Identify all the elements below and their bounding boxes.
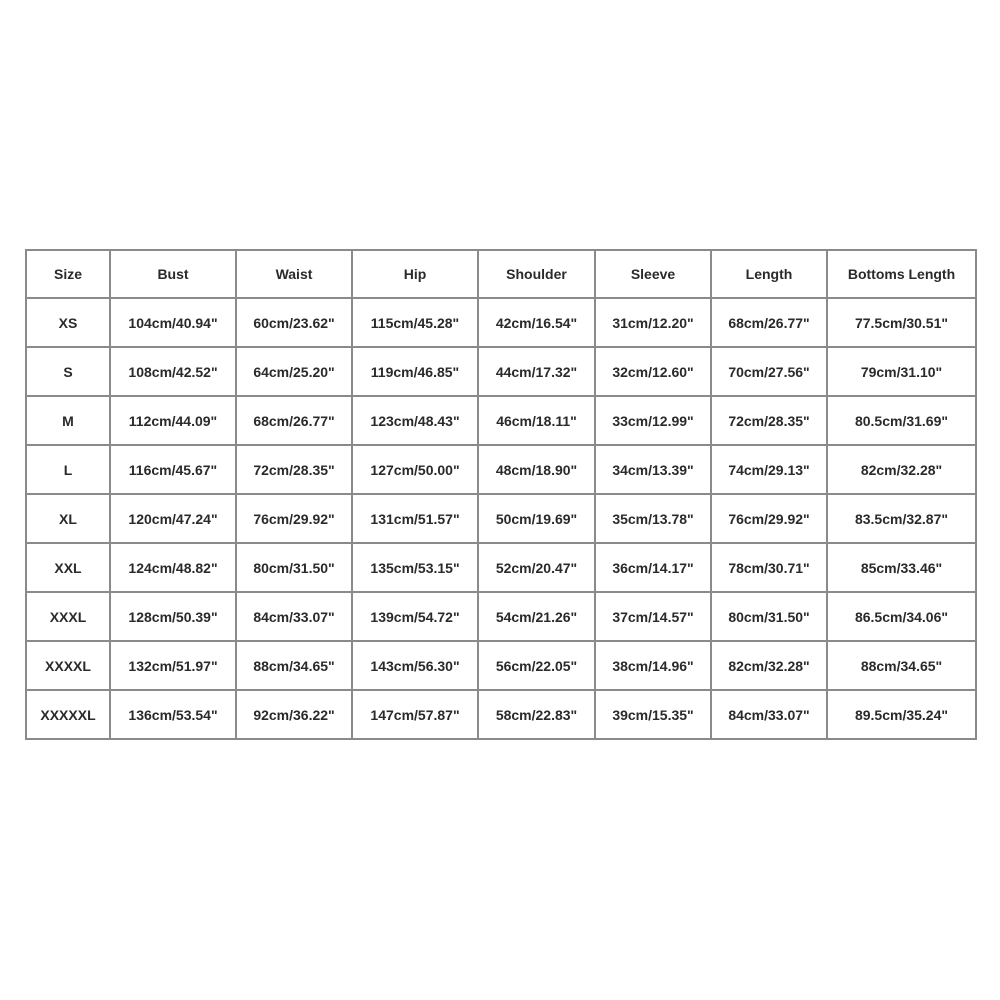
size-cell: XS <box>26 298 110 347</box>
waist-cell: 92cm/36.22" <box>236 690 352 739</box>
sleeve-cell: 39cm/15.35" <box>595 690 711 739</box>
waist-cell: 84cm/33.07" <box>236 592 352 641</box>
bottoms-length-cell: 83.5cm/32.87" <box>827 494 976 543</box>
hip-cell: 123cm/48.43" <box>352 396 478 445</box>
waist-cell: 72cm/28.35" <box>236 445 352 494</box>
header-waist: Waist <box>236 250 352 298</box>
bottoms-length-cell: 86.5cm/34.06" <box>827 592 976 641</box>
header-bust: Bust <box>110 250 236 298</box>
shoulder-cell: 54cm/21.26" <box>478 592 595 641</box>
table-row <box>26 494 976 543</box>
size-cell: M <box>26 396 110 445</box>
table-row <box>26 690 976 739</box>
length-cell: 80cm/31.50" <box>711 592 827 641</box>
bust-cell: 104cm/40.94" <box>110 298 236 347</box>
header-size: Size <box>26 250 110 298</box>
bottoms-length-cell: 85cm/33.46" <box>827 543 976 592</box>
table-row <box>26 396 976 445</box>
waist-cell: 88cm/34.65" <box>236 641 352 690</box>
size-cell: XXL <box>26 543 110 592</box>
hip-cell: 127cm/50.00" <box>352 445 478 494</box>
length-cell: 78cm/30.71" <box>711 543 827 592</box>
header-sleeve: Sleeve <box>595 250 711 298</box>
bottoms-length-cell: 88cm/34.65" <box>827 641 976 690</box>
bottoms-length-cell: 89.5cm/35.24" <box>827 690 976 739</box>
bottoms-length-cell: 80.5cm/31.69" <box>827 396 976 445</box>
shoulder-cell: 44cm/17.32" <box>478 347 595 396</box>
sleeve-cell: 33cm/12.99" <box>595 396 711 445</box>
size-cell: S <box>26 347 110 396</box>
bust-cell: 136cm/53.54" <box>110 690 236 739</box>
bust-cell: 108cm/42.52" <box>110 347 236 396</box>
sleeve-cell: 37cm/14.57" <box>595 592 711 641</box>
table-row <box>26 298 976 347</box>
waist-cell: 68cm/26.77" <box>236 396 352 445</box>
table-row <box>26 347 976 396</box>
bottoms-length-cell: 77.5cm/30.51" <box>827 298 976 347</box>
size-cell: XXXXXL <box>26 690 110 739</box>
bust-cell: 132cm/51.97" <box>110 641 236 690</box>
bust-cell: 128cm/50.39" <box>110 592 236 641</box>
table-row <box>26 445 976 494</box>
sleeve-cell: 32cm/12.60" <box>595 347 711 396</box>
header-shoulder: Shoulder <box>478 250 595 298</box>
waist-cell: 76cm/29.92" <box>236 494 352 543</box>
length-cell: 82cm/32.28" <box>711 641 827 690</box>
table-row <box>26 543 976 592</box>
shoulder-cell: 46cm/18.11" <box>478 396 595 445</box>
waist-cell: 64cm/25.20" <box>236 347 352 396</box>
hip-cell: 135cm/53.15" <box>352 543 478 592</box>
bust-cell: 116cm/45.67" <box>110 445 236 494</box>
size-cell: XXXL <box>26 592 110 641</box>
hip-cell: 131cm/51.57" <box>352 494 478 543</box>
length-cell: 76cm/29.92" <box>711 494 827 543</box>
sleeve-cell: 36cm/14.17" <box>595 543 711 592</box>
table-row <box>26 592 976 641</box>
sleeve-cell: 34cm/13.39" <box>595 445 711 494</box>
bust-cell: 124cm/48.82" <box>110 543 236 592</box>
header-bottoms-length: Bottoms Length <box>827 250 976 298</box>
table-row <box>26 641 976 690</box>
bottoms-length-cell: 82cm/32.28" <box>827 445 976 494</box>
hip-cell: 119cm/46.85" <box>352 347 478 396</box>
size-table-body <box>26 298 976 739</box>
sleeve-cell: 35cm/13.78" <box>595 494 711 543</box>
hip-cell: 147cm/57.87" <box>352 690 478 739</box>
size-cell: XL <box>26 494 110 543</box>
bust-cell: 112cm/44.09" <box>110 396 236 445</box>
header-hip: Hip <box>352 250 478 298</box>
size-chart-table <box>25 249 977 740</box>
length-cell: 70cm/27.56" <box>711 347 827 396</box>
header-length: Length <box>711 250 827 298</box>
shoulder-cell: 52cm/20.47" <box>478 543 595 592</box>
length-cell: 68cm/26.77" <box>711 298 827 347</box>
bottoms-length-cell: 79cm/31.10" <box>827 347 976 396</box>
size-cell: L <box>26 445 110 494</box>
length-cell: 74cm/29.13" <box>711 445 827 494</box>
waist-cell: 60cm/23.62" <box>236 298 352 347</box>
shoulder-cell: 58cm/22.83" <box>478 690 595 739</box>
shoulder-cell: 42cm/16.54" <box>478 298 595 347</box>
shoulder-cell: 56cm/22.05" <box>478 641 595 690</box>
hip-cell: 139cm/54.72" <box>352 592 478 641</box>
sleeve-cell: 38cm/14.96" <box>595 641 711 690</box>
header-row <box>26 250 976 298</box>
shoulder-cell: 50cm/19.69" <box>478 494 595 543</box>
bust-cell: 120cm/47.24" <box>110 494 236 543</box>
length-cell: 72cm/28.35" <box>711 396 827 445</box>
waist-cell: 80cm/31.50" <box>236 543 352 592</box>
shoulder-cell: 48cm/18.90" <box>478 445 595 494</box>
length-cell: 84cm/33.07" <box>711 690 827 739</box>
hip-cell: 115cm/45.28" <box>352 298 478 347</box>
size-cell: XXXXL <box>26 641 110 690</box>
hip-cell: 143cm/56.30" <box>352 641 478 690</box>
sleeve-cell: 31cm/12.20" <box>595 298 711 347</box>
